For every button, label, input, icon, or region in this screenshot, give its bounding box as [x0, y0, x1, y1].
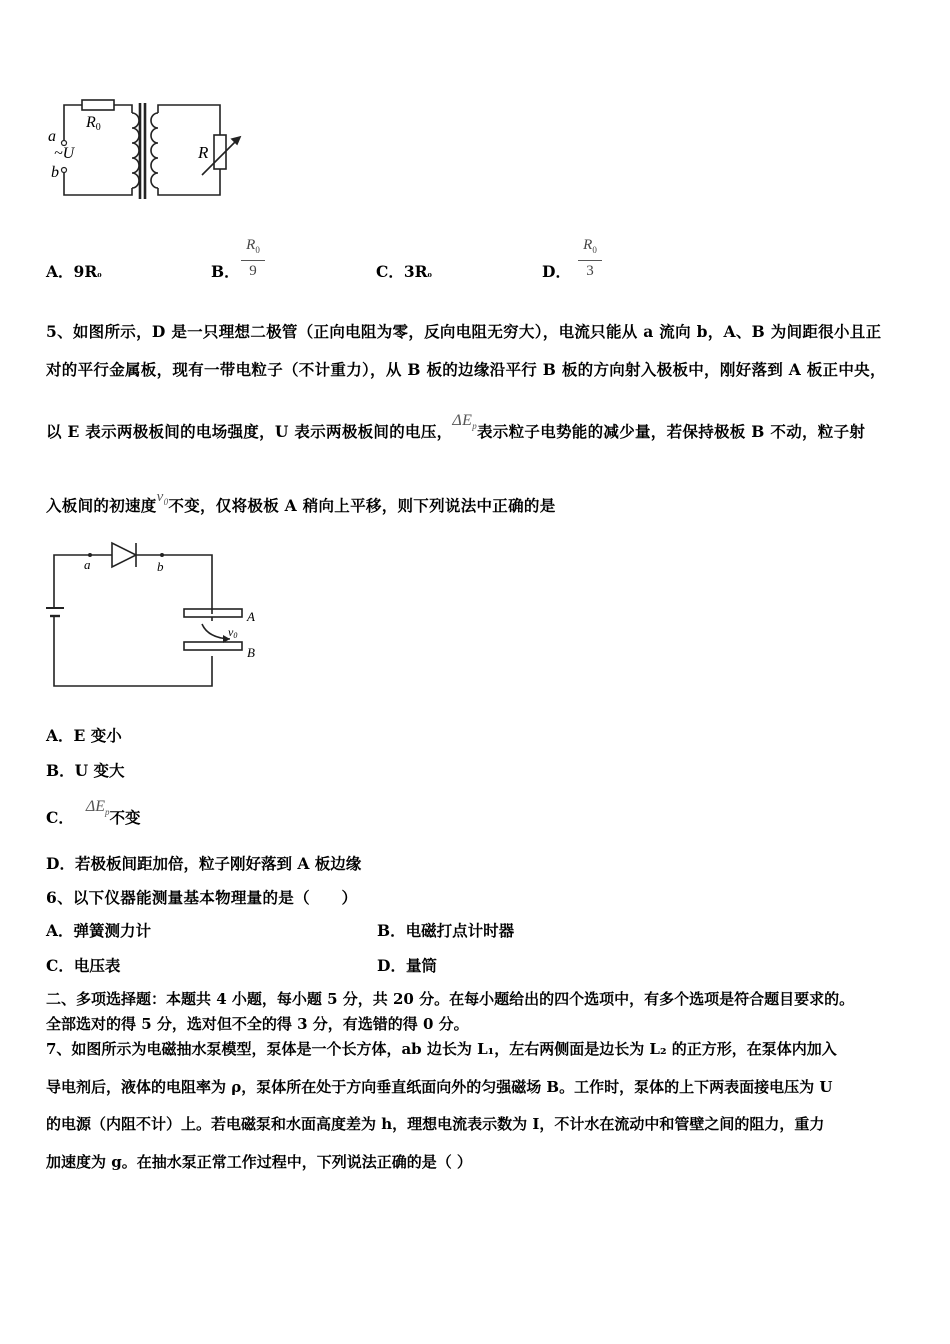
q5-line-3-pre: 以 E 表示两极板间的电场强度，U 表示两极板间的电压， — [46, 422, 453, 441]
q4-b-num: R — [246, 237, 256, 253]
section-2-heading-line-2: 全部选对的得 5 分，选对但不全的得 3 分，有选错的得 0 分。 — [46, 1015, 469, 1033]
q5-line-3 — [46, 412, 866, 443]
q7-line-4: 加速度为 g。在抽水泵正常工作过程中，下列说法正确的是（ ） — [46, 1153, 472, 1171]
q6-option-d[interactable]: D．量筒 — [377, 956, 437, 975]
q5-option-b[interactable]: B．U 变大 — [46, 761, 125, 780]
diode-capacitor-circuit-figure — [44, 538, 274, 693]
q6-option-b[interactable]: B．电磁打点计时器 — [377, 921, 515, 940]
q5-line-4-post: 不变，仅将极板 A 稍向上平移，则下列说法中正确的是 — [168, 496, 556, 515]
q4-option-b-fraction — [241, 236, 265, 280]
svg-text:v0 — [228, 625, 237, 640]
q5-line-1: 5、如图所示，D 是一只理想二极管（正向电阻为零，反向电阻无穷大），电流只能从 a 流向 b，A、B 为间距很小且正 — [46, 322, 882, 341]
q5-line-4-pre: 入板间的初速度 — [46, 496, 157, 515]
fig2-label-B: B — [247, 645, 255, 660]
transformer-circuit-figure — [44, 95, 254, 210]
fig2-label-A: A — [247, 609, 255, 624]
fig2-label-v0: v — [228, 625, 234, 639]
q5-line-4-math: $v_0$ — [156, 489, 169, 507]
fig1-label-U: ~U — [54, 145, 75, 162]
q5-line-3-math: $\Delta E_p$ — [452, 412, 477, 432]
fig2-label-v0-sub: 0 — [233, 631, 238, 640]
q4-d-num: R — [583, 237, 593, 253]
q4-option-c[interactable] — [376, 260, 432, 282]
q4-option-a[interactable] — [46, 260, 102, 282]
q4-option-d-fraction — [578, 236, 602, 280]
q7-line-2: 导电剂后，液体的电阻率为 ρ，泵体所在处于方向垂直纸面向外的匀强磁场 B。工作时，泵体的上下两表面接电压为 U — [46, 1078, 833, 1096]
q5-line-2: 对的平行金属板，现有一带电粒子（不计重力），从 B 板的边缘沿平行 B 板的方向射入极板中，刚好落到 A 板正中央， — [46, 360, 886, 379]
q5-option-a[interactable]: A．E 变小 — [46, 726, 122, 745]
fig2-label-a: a — [84, 557, 91, 572]
fig1-label-R0-sub: 0 — [95, 122, 101, 133]
fig1-label-a: a — [48, 128, 56, 145]
q4-option-d-letter[interactable]: D． — [542, 262, 571, 281]
svg-text:R0 — [85, 114, 101, 133]
fig1-label-R: R — [198, 143, 209, 162]
q4-d-num-sub: 0 — [592, 245, 597, 255]
q4-option-a-letter: A． — [46, 262, 74, 281]
q4-option-c-sub: ₀ — [427, 269, 432, 280]
q5-option-c[interactable] — [46, 798, 141, 829]
fig1-label-b: b — [51, 164, 59, 181]
q4-b-den: 9 — [249, 263, 257, 279]
q4-option-a-sub: ₀ — [97, 269, 102, 280]
q4-d-den: 3 — [586, 263, 594, 279]
fig1-label-R0: R — [86, 114, 96, 131]
section-2-heading-line-1: 二、多项选择题：本题共 4 小题，每小题 5 分，共 20 分。在每小题给出的四个选项中，有多个选项是符合题目要求的。 — [46, 990, 855, 1008]
q4-option-c-value: 3R — [403, 262, 428, 281]
q4-option-a-value: 9R — [73, 262, 98, 281]
q5-option-c-math: $\Delta E_p$ — [85, 798, 110, 818]
q6-option-c[interactable]: C．电压表 — [46, 956, 121, 975]
q5-line-3-post: 表示粒子电势能的减少量，若保持极板 B 不动，粒子射 — [477, 422, 866, 441]
q4-b-num-sub: 0 — [255, 245, 260, 255]
q4-option-c-letter: C． — [376, 262, 404, 281]
q6-option-a[interactable]: A．弹簧测力计 — [46, 921, 152, 940]
q5-option-d[interactable]: D．若极板间距加倍，粒子刚好落到 A 板边缘 — [46, 854, 362, 873]
fig2-label-b: b — [157, 559, 164, 574]
q7-line-1: 7、如图所示为电磁抽水泵模型，泵体是一个长方体，ab 边长为 L₁，左右两侧面是边长为 L₂ 的正方形，在泵体内加入 — [46, 1040, 837, 1058]
q5-line-4 — [46, 489, 556, 517]
q6-stem: 6、以下仪器能测量基本物理量的是（ ） — [46, 888, 358, 907]
q5-option-c-letter: C． — [46, 808, 74, 827]
terminal-b — [62, 168, 67, 173]
q4-option-b-letter[interactable]: B． — [211, 262, 240, 281]
q5-option-c-text: 不变 — [109, 808, 141, 827]
q7-line-3: 的电源（内阻不计）上。若电磁泵和水面高度差为 h，理想电流表示数为 I，不计水在流动中和管壁之间的阻力，重力 — [46, 1115, 825, 1133]
